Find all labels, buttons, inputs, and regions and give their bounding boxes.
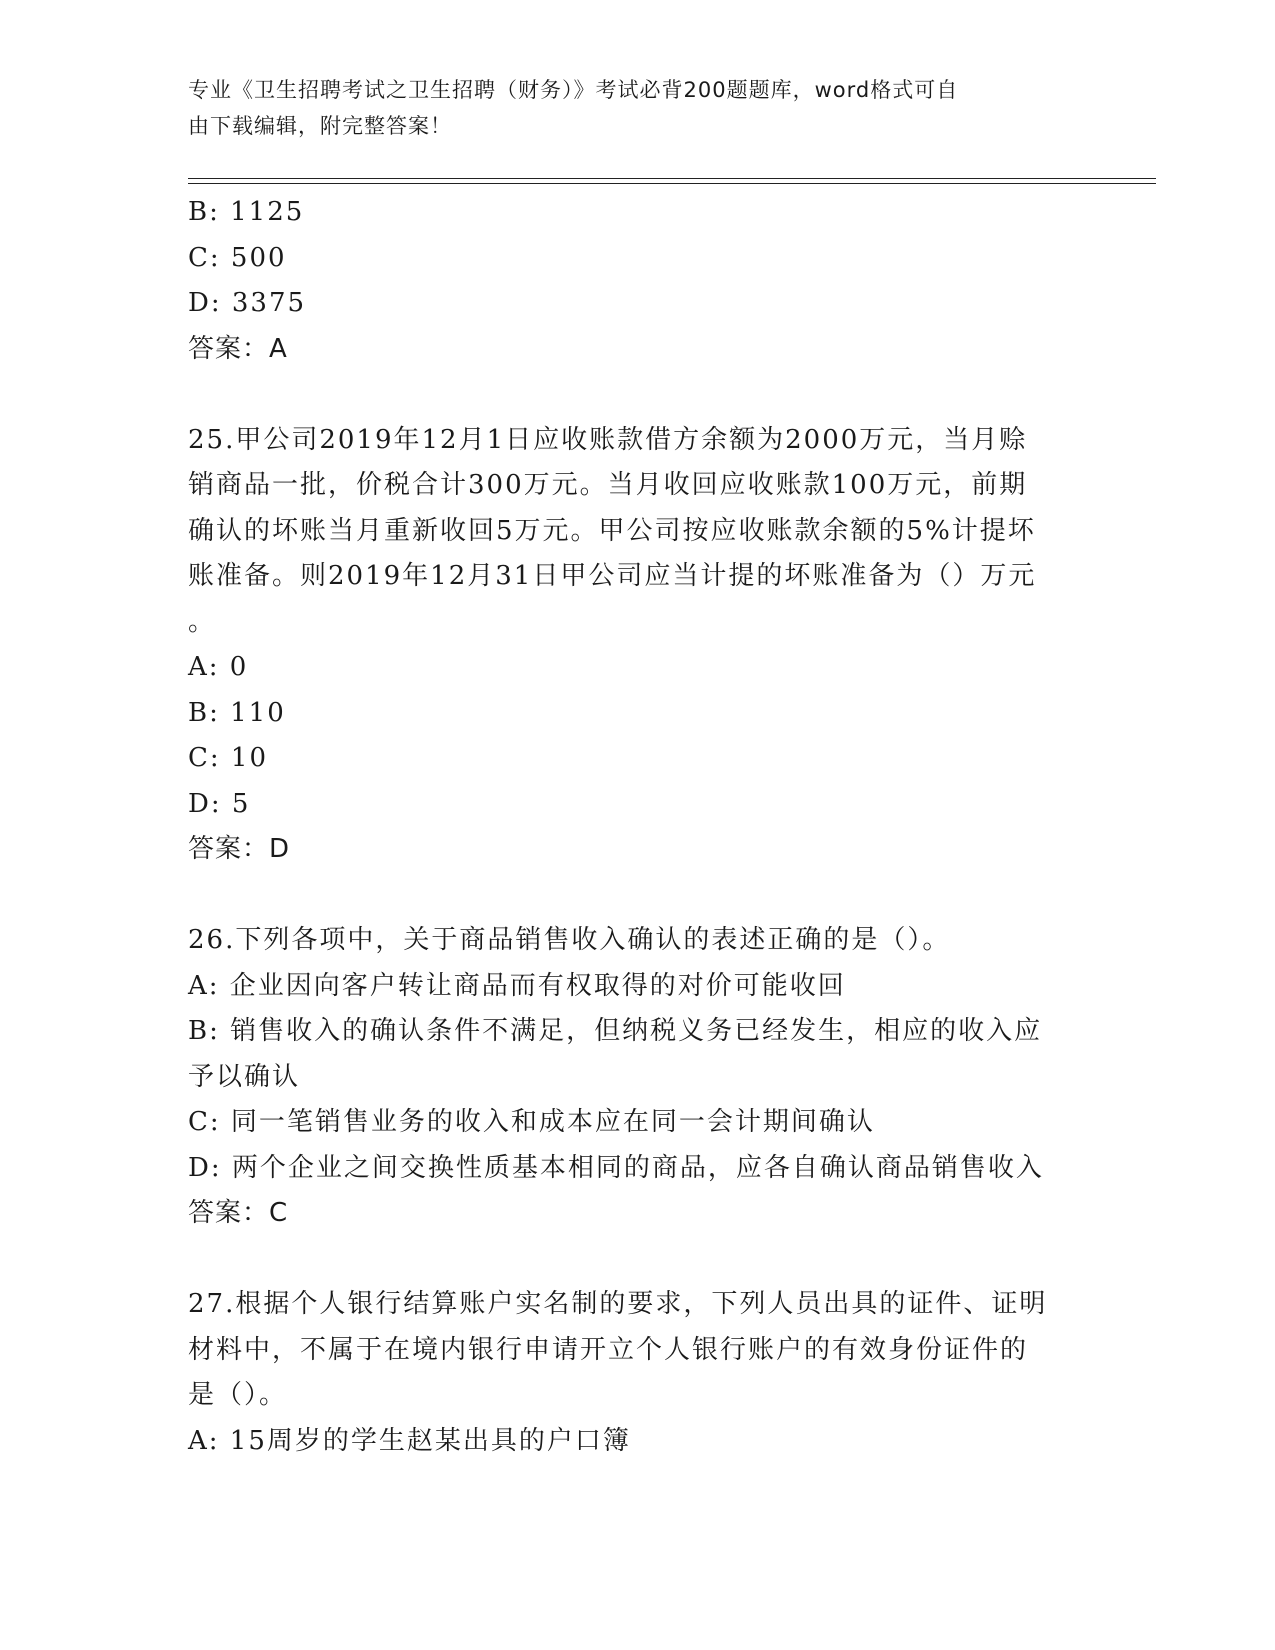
- header-rule-bottom: [188, 183, 1156, 184]
- spacer: [188, 372, 1088, 418]
- q26-option-b-line-1: B: 销售收入的确认条件不满足，但纳税义务已经发生，相应的收入应: [188, 1016, 1043, 1046]
- q27-stem-line-3: 是（）。: [188, 1380, 288, 1410]
- q27-stem-line-1: 27.根据个人银行结算账户实名制的要求，下列人员出具的证件、证明: [188, 1289, 1048, 1319]
- q26-option-b-line-2: 予以确认: [188, 1061, 301, 1092]
- q27-option-a: A: 15周岁的学生赵某出具的户口簿: [188, 1425, 631, 1456]
- document-header: [188, 72, 1068, 144]
- header-line-2: 由下载编辑，附完整答案！: [188, 114, 452, 138]
- spacer: [188, 873, 1088, 919]
- q25-option-a: A: 0: [188, 652, 249, 682]
- q26-answer: 答案：C: [188, 1198, 289, 1228]
- q25-stem-line-4: 账准备。则2019年12月31日甲公司应当计提的坏账准备为（）万元: [188, 561, 1037, 591]
- q25-option-c: C: 10: [188, 743, 269, 773]
- spacer: [188, 1237, 1088, 1283]
- q25-stem-line-3: 确认的坏账当月重新收回5万元。甲公司按应收账款余额的5%计提坏: [188, 515, 1036, 546]
- q25-option-d: D: 5: [188, 788, 251, 819]
- q25-stem-line-5: 。: [188, 606, 217, 637]
- q24-answer: 答案：A: [188, 333, 288, 364]
- header-rule-top: [188, 178, 1156, 179]
- header-line-1: 专业《卫生招聘考试之卫生招聘（财务）》考试必背200题题库，word格式可自: [188, 78, 959, 102]
- q24-option-d: D: 3375: [188, 288, 307, 318]
- q26-option-d: D: 两个企业之间交换性质基本相同的商品，应各自确认商品销售收入: [188, 1152, 1044, 1183]
- q26-option-a: A: 企业因向客户转让商品而有权取得的对价可能收回: [188, 970, 846, 1001]
- q26-option-c: C: 同一笔销售业务的收入和成本应在同一会计期间确认: [188, 1107, 875, 1137]
- q24-option-c: C: 500: [188, 242, 287, 273]
- q25-option-b: B: 110: [188, 697, 286, 728]
- q25-stem-line-2: 销商品一批，价税合计300万元。当月收回应收账款100万元，前期: [188, 470, 1028, 500]
- q24-option-b: B: 1125: [188, 197, 305, 227]
- q25-answer: 答案：D: [188, 834, 291, 864]
- q26-stem: 26.下列各项中，关于商品销售收入确认的表述正确的是（）。: [188, 925, 951, 955]
- q27-stem-line-2: 材料中，不属于在境内银行申请开立个人银行账户的有效身份证件的: [188, 1334, 1029, 1365]
- question-content: [188, 190, 1088, 1464]
- q25-stem-line-1: 25.甲公司2019年12月1日应收账款借方余额为2000万元，当月赊: [188, 424, 1028, 455]
